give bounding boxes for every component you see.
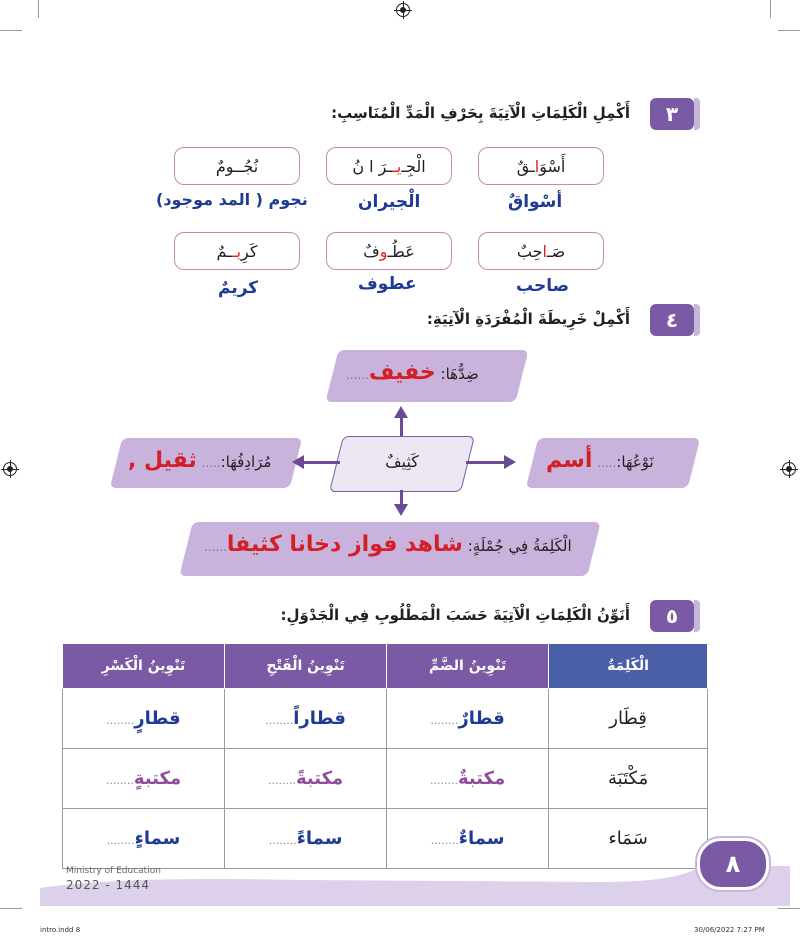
page-number-badge: ٨ xyxy=(697,838,769,890)
word-box: نُجُـ ـومٌ xyxy=(174,147,300,185)
word-box: كَرِ يـ ـمٌ xyxy=(174,232,300,270)
synonym-row: مُرَادِفُهَا:..... ثقيل , xyxy=(128,448,272,473)
question-4-instruction: أَكْمِلْ خَرِيطَةَ الْمُفْرَدَةِ الْآتِيَةِ: xyxy=(426,310,630,328)
header-word: الْكَلِمَةُ xyxy=(549,644,708,689)
arrow-up-icon xyxy=(394,406,408,418)
crop-mark xyxy=(0,30,22,31)
sentence-row: الْكَلِمَةُ فِي جُمْلَةٍ: شاهد فواز دخانا كثيفا...... xyxy=(204,532,572,557)
synonym-label: مُرَادِفُهَا: xyxy=(220,453,272,471)
question-3-instruction: أَكْمِلِ الْكَلِمَاتِ الْآتِيَةَ بِحَرْفِ الْمَدِّ الْمُنَاسِبِ: xyxy=(331,104,630,122)
header-kasra: تَنْوِينُ الْكَسْرِ xyxy=(63,644,225,689)
word-box: أَسْوَ ا ـقٌ xyxy=(478,147,604,185)
table-cell: مكتبةً........ xyxy=(225,749,387,809)
crop-mark xyxy=(778,908,800,909)
table-cell-word: قِطَار xyxy=(549,689,708,749)
answer-text: نجوم ( المد موجود) xyxy=(156,190,308,209)
opposite-label: ضِدُّهَا: xyxy=(440,365,479,383)
registration-mark-icon xyxy=(396,3,410,17)
header-damma: تَنْوِينُ الضَّمِّ xyxy=(387,644,549,689)
table-cell: مكتبةٍ........ xyxy=(63,749,225,809)
type-row: نَوْعُهَا:..... أسم xyxy=(546,448,654,473)
crop-mark xyxy=(778,30,800,31)
answer-text: عطوف xyxy=(358,274,417,294)
table-cell: قطارٌ........ xyxy=(387,689,549,749)
arrow-left xyxy=(304,461,340,464)
table-cell: سماءٍ........ xyxy=(63,809,225,869)
arrow-left-icon xyxy=(292,455,304,469)
header-fatha: تَنْوِينُ الْفَتْحِ xyxy=(225,644,387,689)
answer-text: صاحب xyxy=(516,276,570,296)
type-label: نَوْعُهَا: xyxy=(616,453,654,471)
word-box: الْجِـ يـ ـرَ ا نُ xyxy=(326,147,452,185)
sentence-label: الْكَلِمَةُ فِي جُمْلَةٍ: xyxy=(467,537,572,555)
arrow-right-icon xyxy=(504,455,516,469)
table-cell: قطاراً........ xyxy=(225,689,387,749)
answer-text: أسْواقٌ xyxy=(508,192,563,212)
arrow-down-icon xyxy=(394,504,408,516)
registration-mark-icon xyxy=(3,462,17,476)
arrow-right xyxy=(466,461,506,464)
opposite-answer: خفيف xyxy=(368,360,436,385)
table-cell: سماءً........ xyxy=(225,809,387,869)
type-answer: أسم xyxy=(546,448,593,473)
table-header-row xyxy=(63,644,708,689)
sentence-answer: شاهد فواز دخانا كثيفا xyxy=(226,532,463,557)
crop-mark xyxy=(0,908,22,909)
question-5-instruction: أَنَوِّنُ الْكَلِمَاتِ الْآتِيَةَ حَسَبَ الْمَطْلُوبِ فِي الْجَدْوَلِ: xyxy=(280,606,630,624)
table-row xyxy=(63,689,708,749)
question-number-3: ٣ xyxy=(650,98,694,130)
publisher-text: Ministry of Education xyxy=(66,866,161,876)
print-stamp: 30/06/2022 7:27 PM xyxy=(694,926,765,934)
opposite-row: ضِدُّهَا: خفيف...... xyxy=(346,360,479,385)
table-cell-word: مَكْتَبَة xyxy=(549,749,708,809)
answer-text: كريمٌ xyxy=(218,278,259,298)
registration-mark-icon xyxy=(782,462,796,476)
answer-text: الْجيران xyxy=(358,192,421,212)
word-box: عَطُـ و فٌ xyxy=(326,232,452,270)
table-cell: مكتبةٌ........ xyxy=(387,749,549,809)
year-text: 2022 - 1444 xyxy=(66,878,151,892)
question-number-5: ٥ xyxy=(650,600,694,632)
crop-mark xyxy=(38,0,39,18)
table-cell: قطارٍ........ xyxy=(63,689,225,749)
table-cell-word: سَمَاء xyxy=(549,809,708,869)
question-number-4: ٤ xyxy=(650,304,694,336)
table-row xyxy=(63,749,708,809)
table-cell: سماءٌ........ xyxy=(387,809,549,869)
file-name: intro.indd 8 xyxy=(40,926,81,934)
word-box: صَـ ا حِبٌ xyxy=(478,232,604,270)
synonym-answer: ثقيل , xyxy=(128,448,197,473)
crop-mark xyxy=(770,0,771,18)
arrow-up xyxy=(400,416,403,436)
center-word: كَثِيفٌ xyxy=(385,452,419,471)
